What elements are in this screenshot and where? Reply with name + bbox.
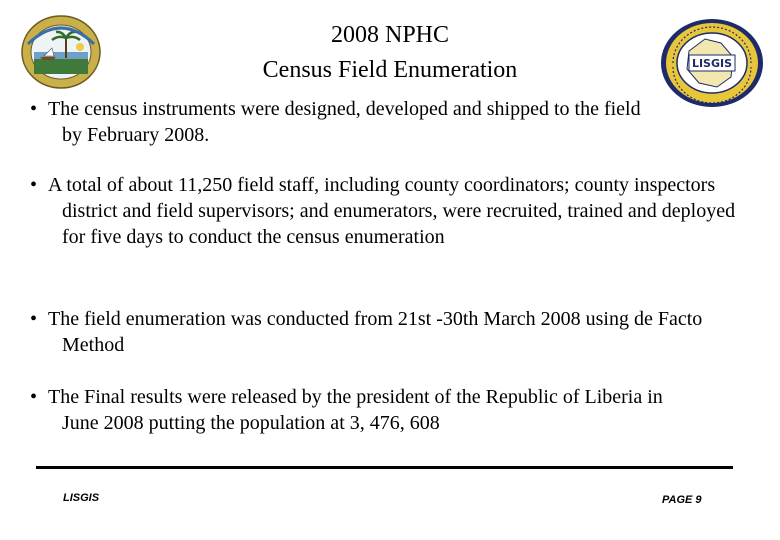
bullet-text-2: A total of about 11,250 field staff, including county coordinators; county inspectors district and field supervisors; and enumerators, were recruited, trained and deployed for five days to conduct the census enumeration <box>48 174 736 248</box>
footer-org-label: LISGIS <box>63 492 100 504</box>
bullet-item-4 <box>30 384 670 436</box>
bullet-text-1: The census instruments were designed, developed and shipped to the field by February 2008. <box>48 98 641 146</box>
bullet-dot: • <box>30 98 38 120</box>
bullet-dot: • <box>30 174 38 196</box>
lisgis-logo-icon <box>659 17 765 109</box>
bullet-text-3: The field enumeration was conducted from 21st -30th March 2008 using de Facto Method <box>48 308 703 356</box>
liberia-seal-icon <box>20 14 102 90</box>
bullet-item-3 <box>30 306 765 358</box>
title-line-1: 2008 NPHC <box>330 22 450 48</box>
footer-divider <box>36 466 733 469</box>
title-line-2: Census Field Enumeration <box>262 57 518 83</box>
bullet-item-2 <box>30 172 750 250</box>
page-number: PAGE 9 <box>662 494 702 506</box>
bullet-dot: • <box>30 308 38 330</box>
bullet-item-1 <box>30 96 660 148</box>
slide-title <box>150 18 630 88</box>
bullet-text-4: The Final results were released by the president of the Republic of Liberia in June 2008 putting the population at 3, 476, 608 <box>48 386 663 434</box>
bullet-dot: • <box>30 386 38 408</box>
lisgis-logo-text: LISGIS <box>691 57 733 70</box>
